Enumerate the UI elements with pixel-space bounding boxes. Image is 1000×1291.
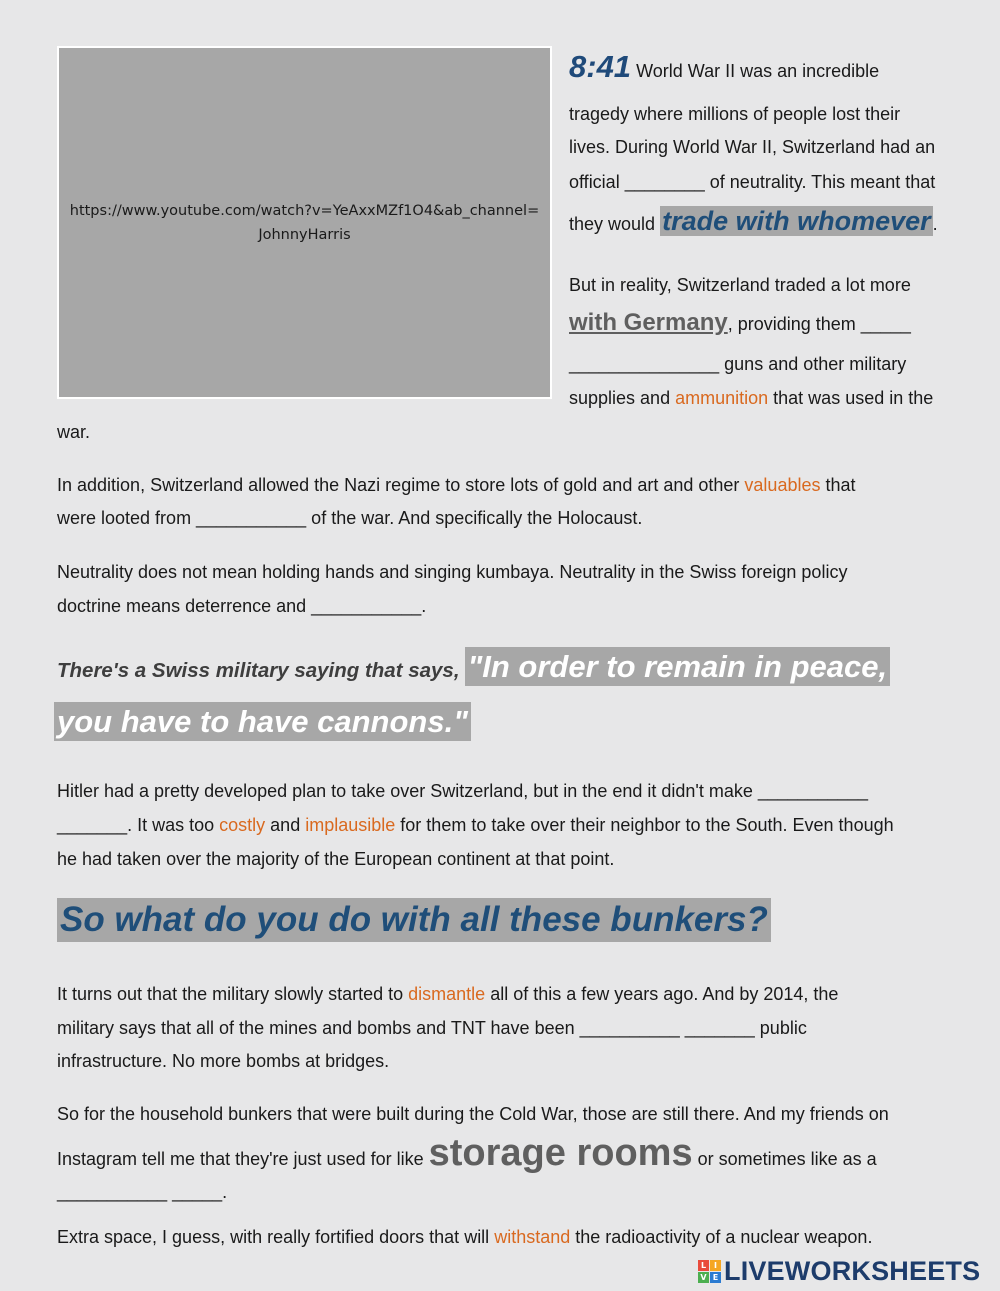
timestamp: 8:41	[569, 49, 632, 84]
saying-line-1	[57, 648, 890, 690]
section-heading: So what do you do with all these bunkers?	[57, 898, 771, 942]
liveworksheets-logo-text: LIVEWORKSHEETS	[724, 1255, 981, 1286]
hitler-line-2: _______. It was too costly and implausible for them to take over their neighbor to the South. Even though	[57, 815, 894, 835]
liveworksheets-logo-icon: L I V E	[698, 1260, 721, 1283]
neutrality-line-2: doctrine means deterrence and ___________.	[57, 596, 427, 616]
saying-lead: There's a Swiss military saying that says,	[57, 659, 460, 682]
trade-line-1: But in reality, Switzerland traded a lot more	[569, 275, 911, 295]
hitler-line-1: Hitler had a pretty developed plan to take over Switzerland, but in the end it didn't make ___________	[57, 781, 868, 801]
word-ammunition: ammunition	[675, 388, 769, 408]
intro-line-4: official ________ of neutrality. This meant that	[569, 172, 936, 192]
word-valuables: valuables	[744, 475, 821, 495]
highlight-storage-rooms: storage rooms	[428, 1132, 693, 1174]
saying-quote-2: you have to have cannons."	[54, 702, 471, 741]
word-costly: costly	[219, 815, 266, 835]
intro-line-2: tragedy where millions of people lost their	[569, 104, 901, 124]
dismantle-line-1: It turns out that the military slowly started to dismantle all of this a few years ago. And by 2014, the	[57, 984, 839, 1004]
neutrality-line-1: Neutrality does not mean holding hands and singing kumbaya. Neutrality in the Swiss foreign policy	[57, 562, 848, 582]
household-line-3: ___________ _____.	[57, 1182, 228, 1202]
saying-quote-1: "In order to remain in peace,	[465, 647, 891, 686]
liveworksheets-logo[interactable]	[698, 1256, 980, 1286]
video-link[interactable]: https://www.youtube.com/watch?v=YeAxxMZf1O4&ab_channel=JohnnyHarris	[69, 202, 540, 243]
dismantle-line-3: infrastructure. No more bombs at bridges.	[57, 1051, 390, 1071]
dismantle-line-2: military says that all of the mines and bombs and TNT have been __________ _______ public	[57, 1018, 807, 1038]
gold-line-1: In addition, Switzerland allowed the Nazi regime to store lots of gold and art and other valuables that	[57, 475, 856, 495]
highlight-with-germany: with Germany	[569, 309, 728, 336]
household-line-1: So for the household bunkers that were built during the Cold War, those are still there. And my friends on	[57, 1104, 889, 1124]
intro-line-3: lives. During World War II, Switzerland had an	[569, 137, 936, 157]
highlight-trade-with-whomever: trade with whomever	[662, 206, 931, 236]
trade-line-2: with Germany, providing them _____	[569, 309, 911, 336]
extra-line-1: Extra space, I guess, with really fortified doors that will withstand the radioactivity of a nuclear weapon.	[57, 1227, 873, 1247]
word-dismantle: dismantle	[408, 984, 486, 1004]
word-implausible: implausible	[305, 815, 396, 835]
trade-line-5: war.	[57, 422, 91, 442]
gold-line-2: were looted from ___________ of the war. And specifically the Holocaust.	[57, 508, 643, 528]
intro-line-1: 8:41 World War II was an incredible	[569, 49, 880, 84]
trade-line-3: _______________ guns and other military	[569, 354, 907, 374]
household-line-2: Instagram tell me that they're just used for like storage rooms or sometimes like as a	[57, 1132, 877, 1174]
video-embed[interactable]	[57, 46, 552, 399]
intro-line-5: they would trade with whomever .	[569, 206, 938, 236]
hitler-line-3: he had taken over the majority of the European continent at that point.	[57, 849, 615, 869]
saying-line-2	[57, 703, 471, 745]
trade-line-4: supplies and ammunition that was used in the	[569, 388, 934, 408]
word-withstand: withstand	[494, 1227, 571, 1247]
